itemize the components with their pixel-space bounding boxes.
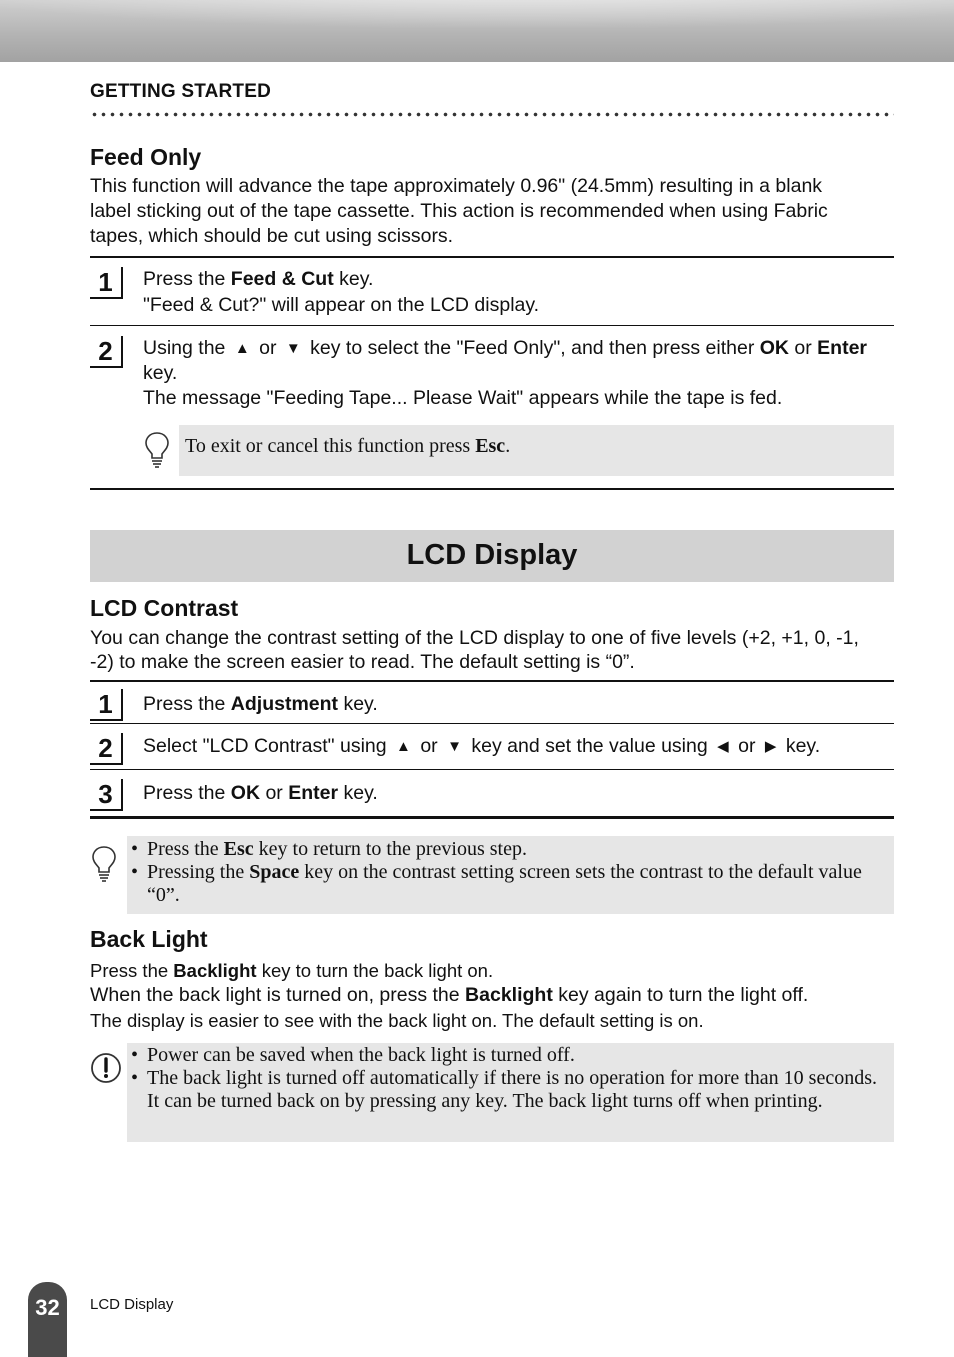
list-item: • Power can be saved when the back light is turned off. [127,1044,890,1067]
feed-only-intro: This function will advance the tape approximately 0.96" (24.5mm) resulting in a blank label sticking out of the tape cassette. This action is recommended when using Fabric tapes, which should be cut using scissors. [90,175,828,247]
footer-section-label: LCD Display [90,1296,174,1313]
up-arrow-icon: ▲ [234,340,250,357]
step-number: 1 [90,267,123,299]
step-rule [90,680,894,682]
caution-icon [89,1051,123,1085]
caution-note [127,1043,894,1142]
lcd-contrast-heading: LCD Contrast [90,595,239,621]
step-rule [90,723,894,724]
list-item: • Pressing the Space key on the contrast setting screen sets the contrast to the default value “0”. [127,861,890,907]
feed-only-heading: Feed Only [90,144,202,170]
lcd-contrast-intro: You can change the contrast setting of the LCD display to one of five levels (+2, +1, 0, -1, -2) to make the screen easier to read. The default setting is “0”. [90,627,859,673]
lightbulb-icon [143,430,171,470]
step-rule [90,325,894,326]
step-number: 2 [90,733,123,765]
left-arrow-icon: ◀ [717,738,729,755]
tip-note: To exit or cancel this function press Esc. [179,425,894,476]
list-item: • Press the Esc key to return to the previous step. [127,838,890,861]
feed-cut-key: Feed & Cut [230,268,334,290]
lightbulb-icon [90,844,118,884]
step-rule [90,256,894,258]
back-light-body: Press the Backlight key to turn the back light on. When the back light is turned on, press the Backlight key again to turn the light off. The display is easier to see with the back light on. The default setting is on. [90,960,809,1031]
down-arrow-icon: ▼ [285,340,301,357]
header-band [0,0,954,62]
step-rule [90,769,894,770]
list-item: • The back light is turned off automatically if there is no operation for more than 10 seconds. It can be turned back on by pressing any key. The back light turns off when printing. [127,1067,890,1113]
page-number: 32 [28,1282,67,1357]
step-number: 3 [90,779,123,811]
dotted-divider [90,112,894,117]
adjustment-key: Adjustment [230,693,339,715]
lcd-display-banner: LCD Display [90,530,894,582]
up-arrow-icon: ▲ [396,738,411,755]
section-label: GETTING STARTED [90,81,272,102]
step-number: 2 [90,336,123,368]
step-number: 1 [90,689,123,721]
right-arrow-icon: ▶ [764,738,777,755]
down-arrow-icon: ▼ [447,738,462,755]
contrast-tip-note [127,836,894,914]
back-light-heading: Back Light [90,926,208,952]
section-rule [90,816,894,819]
section-rule [90,488,894,490]
